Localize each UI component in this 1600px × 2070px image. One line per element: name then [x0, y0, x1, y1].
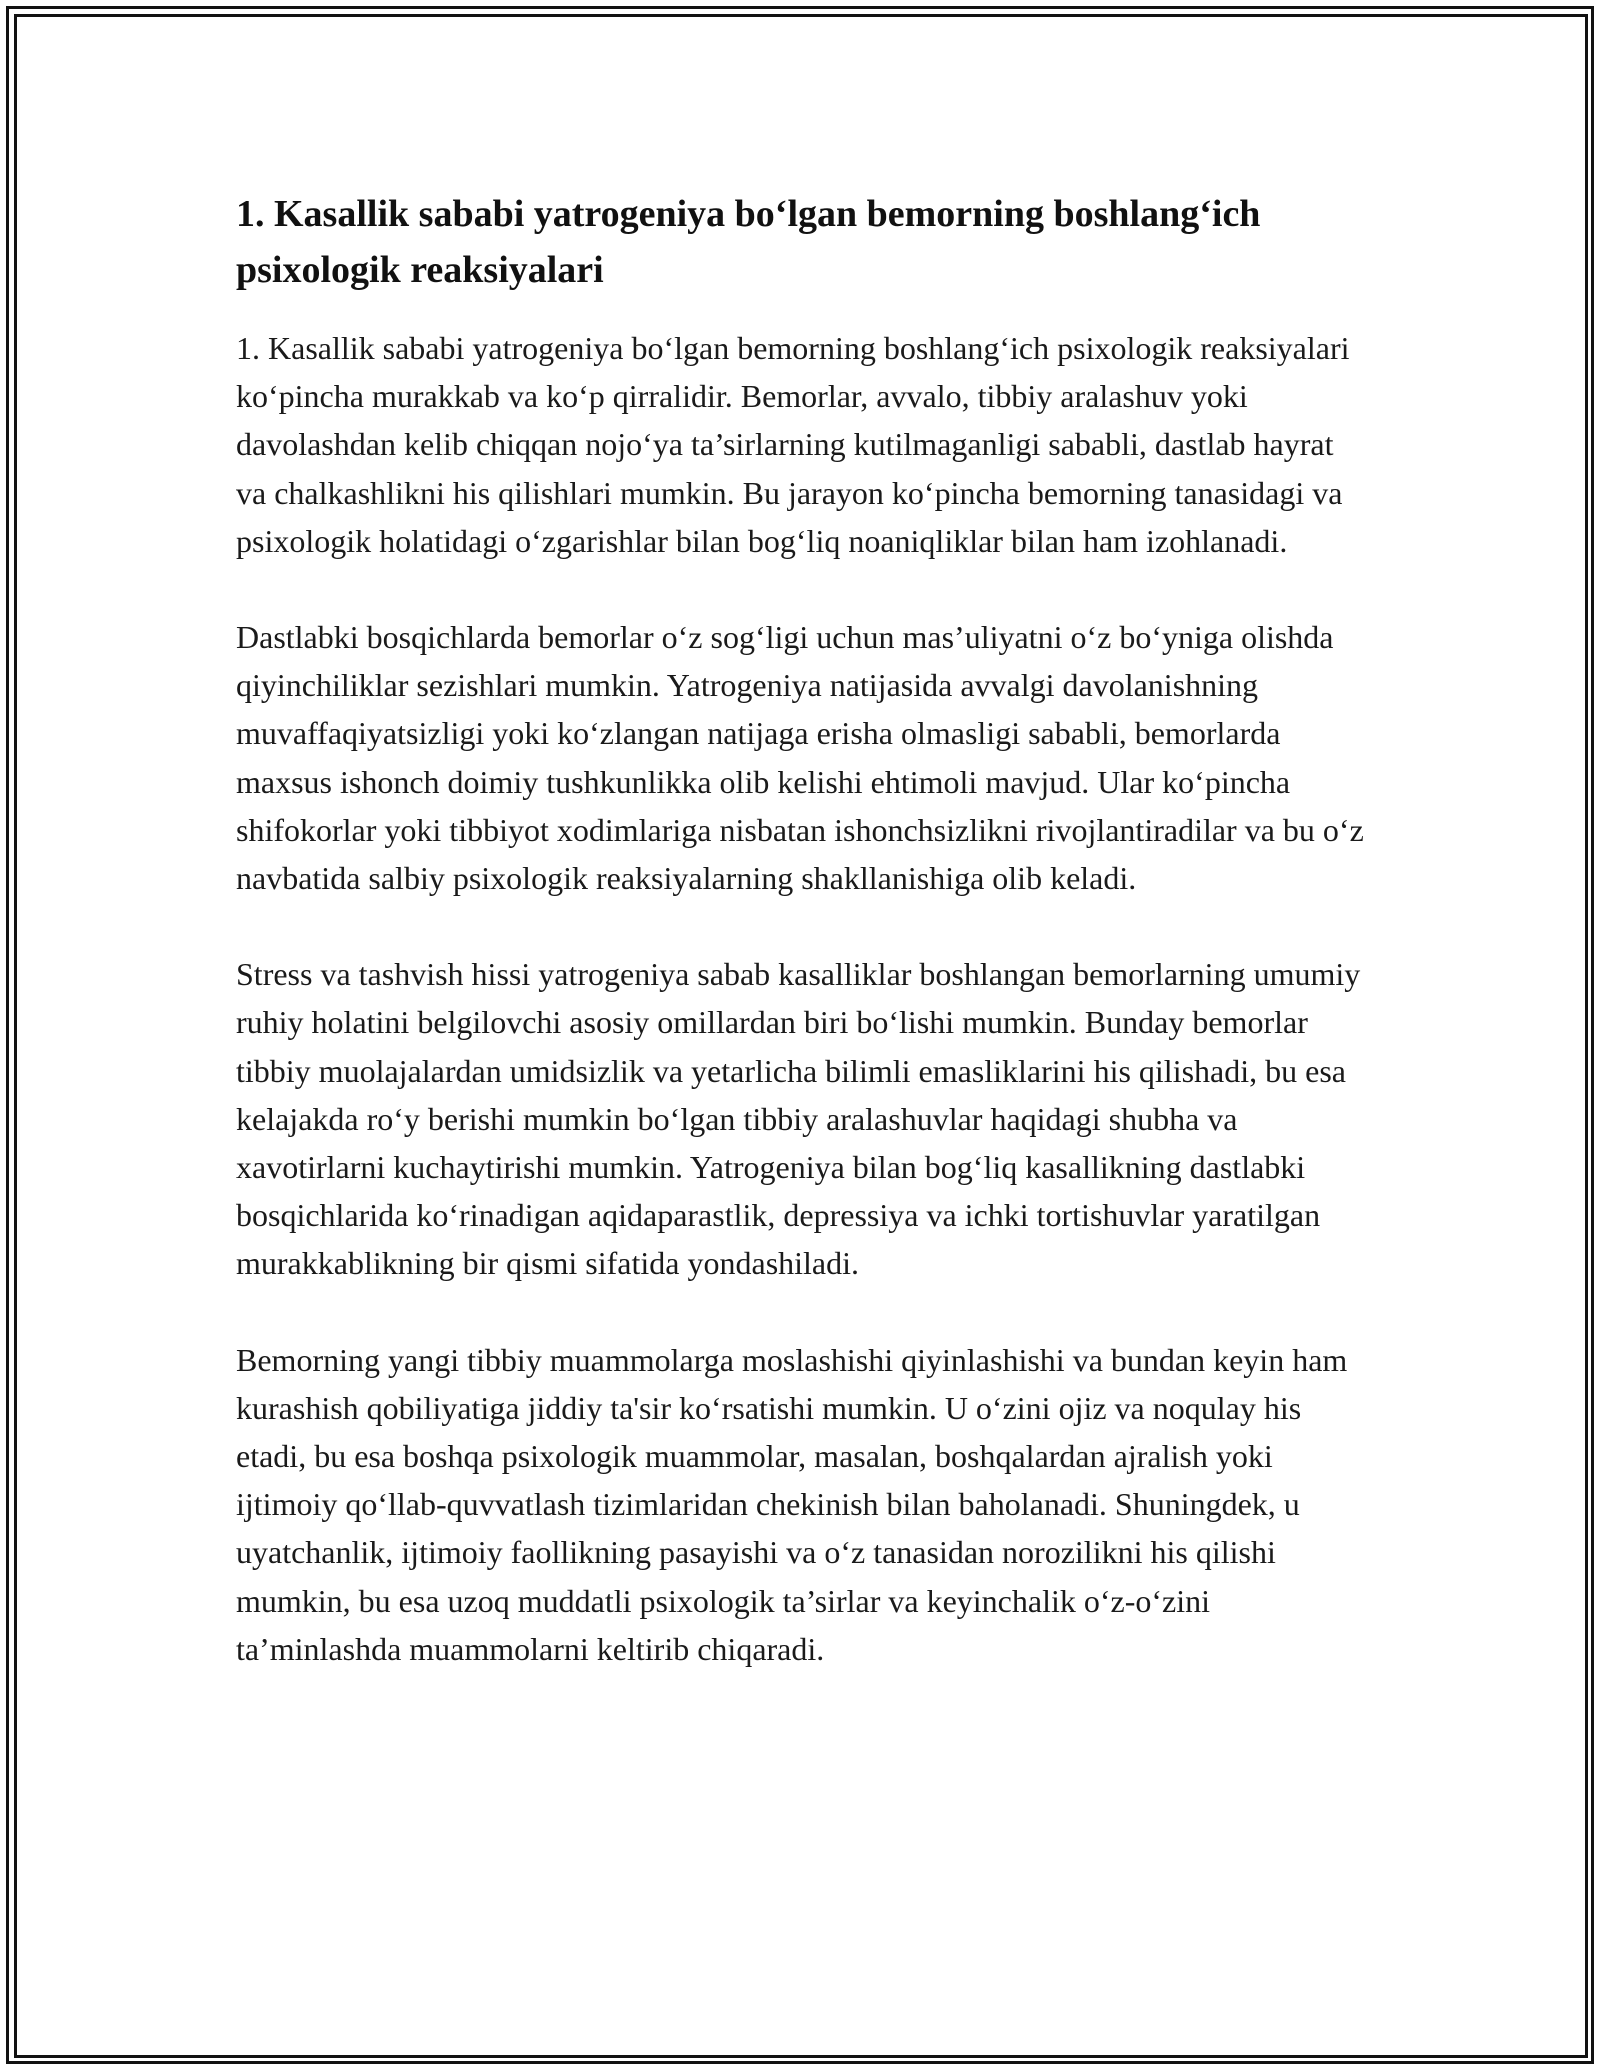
paragraph-4: Bemorning yangi tibbiy muammolarga moslashishi qiyinlashishi va bundan keyin ham kurashish qobiliyatiga jiddiy ta'sir ko‘rsatishi mumkin. U o‘zini ojiz va noqulay his etadi, bu esa boshqa psixologik muammolar, masalan, boshqalardan ajralish yoki ijtimoiy qo‘llab-quvvatlash tizimlaridan chekinish bilan baholanadi. Shuningdek, u uyatchanlik, ijtimoiy faollikning pasayishi va o‘z tanasidan norozilikni his qilishi mumkin, bu esa uzoq muddatli psixologik ta’sirlar va keyinchalik o‘z-o‘zini ta’minlashda muammolarni keltirib chiqaradi. — [236, 1341, 1348, 1667]
paragraph-3: Stress va tashvish hissi yatrogeniya sabab kasalliklar boshlangan bemorlarning umumiy ruhiy holatini belgilovchi asosiy omillardan biri bo‘lishi mumkin. Bunday bemorlar tibbiy muolajalardan umidsizlik va yetarlicha bilimli emasliklarini his qilishadi, bu esa kelajakda ro‘y berishi mumkin bo‘lgan tibbiy aralashuvlar haqidagi shubha va xavotirlarni kuchaytirishi mumkin. Yatrogeniya bilan bog‘liq kasallikning dastlabki bosqichlarida ko‘rinadigan aqidaparastlik, depressiya va ichki tortishuvlar yaratilgan murakkablikning bir qismi sifatida yondashiladi. — [236, 956, 1361, 1282]
paragraph-2: Dastlabki bosqichlarda bemorlar o‘z sog‘ligi uchun mas’uliyatni o‘z bo‘yniga olishda qiyinchiliklar sezishlari mumkin. Yatrogeniya natijasida avvalgi davolanishning muvaffaqiyatsizligi yoki ko‘zlangan natijaga erisha olmasligi sababli, bemorlarda maxsus ishonch doimiy tushkunlikka olib kelishi ehtimoli mavjud. Ular ko‘pincha shifokorlar yoki tibbiyot xodimlariga nisbatan ishonchsizlikni rivojlantiradilar va bu o‘z navbatida salbiy psixologik reaksiyalarning shakllanishiga olib keladi. — [236, 619, 1364, 897]
paragraph-1: 1. Kasallik sababi yatrogeniya bo‘lgan bemorning boshlang‘ich psixologik reaksiyalari ko‘pincha murakkab va ko‘p qirralidir. Bemorlar, avvalo, tibbiy aralashuv yoki davolashdan kelib chiqqan nojo‘ya ta’sirlarning kutilmaganligi sababli, dastlab hayrat va chalkashlikni his qilishlari mumkin. Bu jarayon ko‘pincha bemorning tanasidagi va psixologik holatidagi o‘zgarishlar bilan bog‘liq noaniqliklar bilan ham izohlanadi. — [236, 330, 1350, 559]
document-body — [236, 186, 1370, 1721]
section-heading: 1. Kasallik sababi yatrogeniya bo‘lgan bemorning boshlang‘ich psixologik reaksiyalari — [236, 193, 1261, 291]
